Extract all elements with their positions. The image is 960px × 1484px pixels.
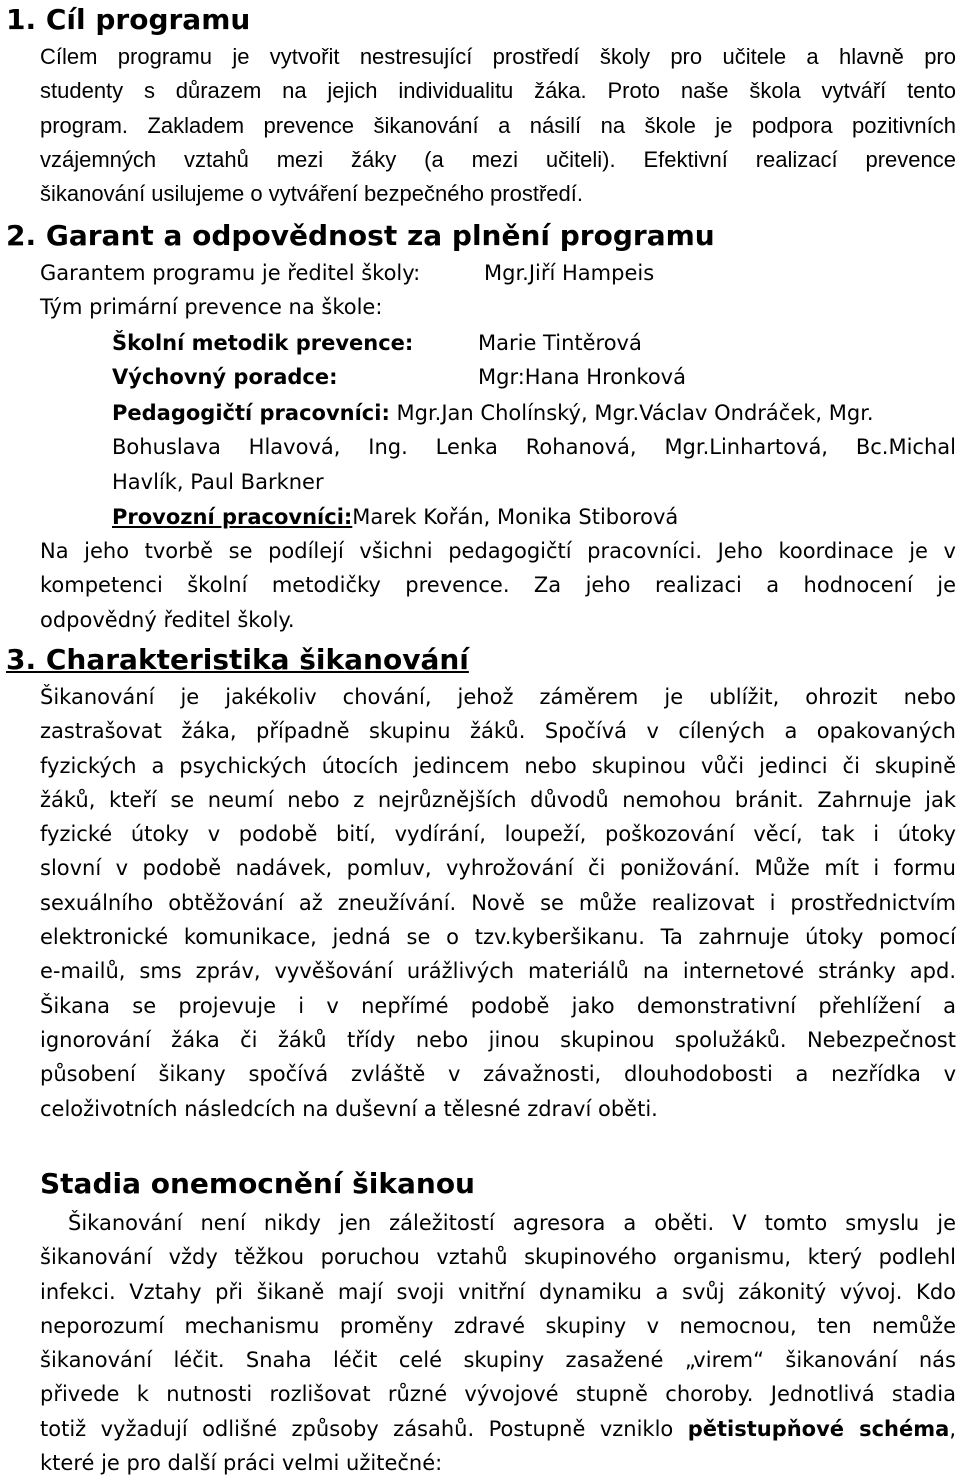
text-line: fyzické útoky v podobě bití, vydírání, loupeží, poškozování věcí, tak i útoky xyxy=(40,822,956,847)
garant-label: Garantem programu je ředitel školy: xyxy=(40,261,421,285)
section-heading-3: 3. Charakteristika šikanování xyxy=(6,643,469,676)
section-heading-4: Stadia onemocnění šikanou xyxy=(40,1167,475,1200)
text-line: neporozumí mechanismu proměny zdravé skupiny v nemocnou, ten nemůže xyxy=(40,1313,956,1338)
text-line: které je pro další práci velmi užitečné: xyxy=(40,1451,443,1476)
text-line: šikanování léčit. Snaha léčit celé skupiny zasažené „virem“ šikanování nás xyxy=(40,1348,956,1373)
text-line: studenty s důrazem na jejich individualitu žáka. Proto naše škola vytváří tento xyxy=(40,78,956,104)
pedagog-names: Mgr.Jan Cholínský, Mgr.Václav Ondráček, Mgr. xyxy=(396,401,874,425)
pedagog-label: Pedagogičtí pracovníci: xyxy=(112,401,390,425)
section-heading-1: 1. Cíl programu xyxy=(6,3,251,36)
text-line: odpovědný ředitel školy. xyxy=(40,607,295,632)
text-line: infekci. Vztahy při šikaně mají svoji vnitřní dynamiku a svůj zákonitý vývoj. Kdo xyxy=(40,1279,956,1304)
poradce-name: Mgr:Hana Hronková xyxy=(478,365,686,389)
text-line: fyzických a psychických útocích jedincem nebo skupinou vůči jedinci či skupině xyxy=(40,753,956,778)
text-line: Šikanování je jakékoliv chování, jehož záměrem je ublížit, ohrozit nebo xyxy=(40,685,956,709)
text-line: Šikana se projevuje i v nepřímé podobě jako demonstrativní přehlížení a xyxy=(40,993,956,1018)
text-line: Šikanování není nikdy jen záležitostí agresora a oběti. V tomto smyslu je xyxy=(68,1211,956,1235)
pedagog-line: Havlík, Paul Barkner xyxy=(112,469,324,494)
bold-term: pětistupňové schéma xyxy=(687,1416,950,1441)
text-line: program. Zakladem prevence šikanování a násilí na škole je podpora pozitivních xyxy=(40,112,956,138)
provozni-row xyxy=(112,500,678,534)
text-line: žáků, kteří se neumí nebo z nejrůznějších důvodů nemohou bránit. Zahrnuje jak xyxy=(40,787,956,812)
garant-name: Mgr.Jiří Hampeis xyxy=(484,261,655,285)
provozni-names: Marek Kořán, Monika Stiborová xyxy=(352,505,679,529)
team-label: Tým primární prevence na škole: xyxy=(40,295,383,319)
section-4-paragraph xyxy=(40,1206,956,1480)
section-2-closing xyxy=(40,534,956,637)
text-line: působení šikany spočívá zvláště v závažnosti, dlouhodobosti a nezřídka v xyxy=(40,1062,956,1087)
pedagog-block xyxy=(112,396,956,499)
text-line: šikanování usilujeme o vytváření bezpečného prostředí. xyxy=(40,181,583,207)
text-line: zastrašovat žáka, případně skupinu žáků. Spočívá v cílených a opakovaných xyxy=(40,719,956,744)
text-line: celoživotních následcích na duševní a tělesné zdraví oběti. xyxy=(40,1096,658,1121)
text-line xyxy=(40,1412,956,1446)
section-1-paragraph xyxy=(40,40,956,211)
text-line: ignorování žáka či žáků třídy nebo jinou skupinou spolužáků. Nebezpečnost xyxy=(40,1027,956,1052)
text-line: sexuálního obtěžování až zneužívání. Nově se může realizovat i prostřednictvím xyxy=(40,890,956,915)
text-run: , xyxy=(949,1416,956,1441)
text-line: šikanování vždy těžkou poruchou vztahů skupinového organismu, který podlehl xyxy=(40,1245,956,1270)
text-line: elektronické komunikace, jedná se o tzv.kyberšikanu. Ta zahrnuje útoky pomocí xyxy=(40,925,956,950)
text-line: Na jeho tvorbě se podílejí všichni pedagogičtí pracovníci. Jeho koordinace je v xyxy=(40,539,956,563)
text-line: přivede k nutnosti rozlišovat různé vývojové stupně choroby. Jednotlivá stadia xyxy=(40,1382,956,1407)
pedagog-line: Bohuslava Hlavová, Ing. Lenka Rohanová, Mgr.Linhartová, Bc.Michal xyxy=(112,435,956,460)
poradce-label: Výchovný poradce: xyxy=(112,365,338,389)
text-line: slovní v podobě nadávek, pomluv, vyhrožování či ponižování. Může mít i formu xyxy=(40,856,956,881)
metodik-name: Marie Tintěrová xyxy=(478,331,642,355)
section-heading-2: 2. Garant a odpovědnost za plnění programu xyxy=(6,219,715,252)
text-line: Cílem programu je vytvořit nestresující prostředí školy pro učitele a hlavně pro xyxy=(40,44,956,69)
section-3-paragraph xyxy=(40,680,956,1126)
text-run: totiž vyžadují odlišné způsoby zásahů. Postupně vzniklo xyxy=(40,1416,688,1441)
pedagog-line xyxy=(112,396,956,430)
text-line: vzájemných vztahů mezi žáky (a mezi učiteli). Efektivní realizací prevence xyxy=(40,146,956,172)
text-line: kompetenci školní metodičky prevence. Za jeho realizaci a hodnocení je xyxy=(40,573,956,598)
provozni-label: Provozní pracovníci: xyxy=(112,505,353,529)
metodik-label: Školní metodik prevence: xyxy=(112,331,414,355)
text-line: e-mailů, sms zpráv, vyvěšování urážlivých materiálů na internetové stránky apd. xyxy=(40,959,956,984)
